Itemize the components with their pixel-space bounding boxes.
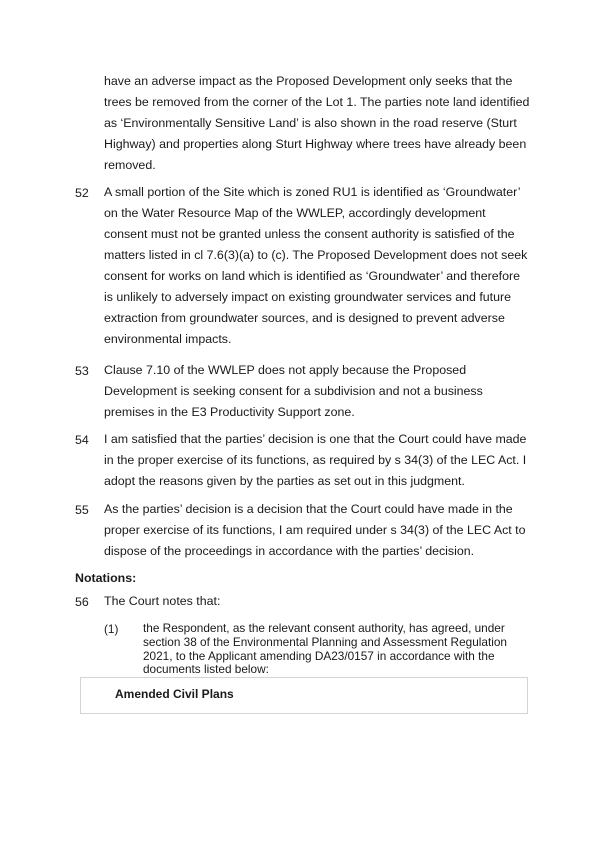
documents-table xyxy=(80,677,528,714)
paragraph-number: 53 xyxy=(75,364,89,378)
paragraph-text: Clause 7.10 of the WWLEP does not apply because the Proposed Development is seeking consent for a subdivision and not a business premises in the E3 Productivity Support zone. xyxy=(104,363,483,419)
paragraph-number: 56 xyxy=(75,595,89,609)
paragraph-number: 54 xyxy=(75,433,89,447)
table-title: Amended Civil Plans xyxy=(115,687,234,701)
sub-item-text: the Respondent, as the relevant consent authority, has agreed, under section 38 of the Environmental Planning and Assessment Regulation 2021, to the Applicant amending DA23/0157 in accordance with the documents listed below: xyxy=(143,621,507,677)
paragraph-number: 52 xyxy=(75,186,89,200)
sub-item-label: (1) xyxy=(104,622,119,636)
paragraph-text: The Court notes that: xyxy=(104,594,221,608)
paragraph-number: 55 xyxy=(75,503,89,517)
paragraph-text: As the parties’ decision is a decision that the Court could have made in the proper exercise of its functions, I am required under s 34(3) of the LEC Act to dispose of the proceedings in accordance with the parties’ decision. xyxy=(104,502,526,558)
paragraph-text: I am satisfied that the parties’ decision is one that the Court could have made in the proper exercise of its functions, as required by s 34(3) of the LEC Act. I adopt the reasons given by the parties as set out in this judgment. xyxy=(104,432,527,488)
continued-paragraph-text: have an adverse impact as the Proposed Development only seeks that the trees be removed from the corner of the Lot 1. The parties note land identified as ‘Environmentally Sensitive Land’ is also shown in the road reserve (Sturt Highway) and properties along Sturt Highway where trees have already been removed. xyxy=(104,74,530,172)
notations-heading: Notations: xyxy=(75,571,137,585)
paragraph-text: A small portion of the Site which is zoned RU1 is identified as ‘Groundwater’ on the Water Resource Map of the WWLEP, accordingly development consent must not be granted unless the consent authority is satisfied of the matters listed in cl 7.6(3)(a) to (c). The Proposed Development does not seek consent for works on land which is identified as ‘Groundwater’ and therefore is unlikely to adversely impact on existing groundwater services and future extraction from groundwater sources, and is designed to prevent adverse environmental impacts. xyxy=(104,185,528,346)
